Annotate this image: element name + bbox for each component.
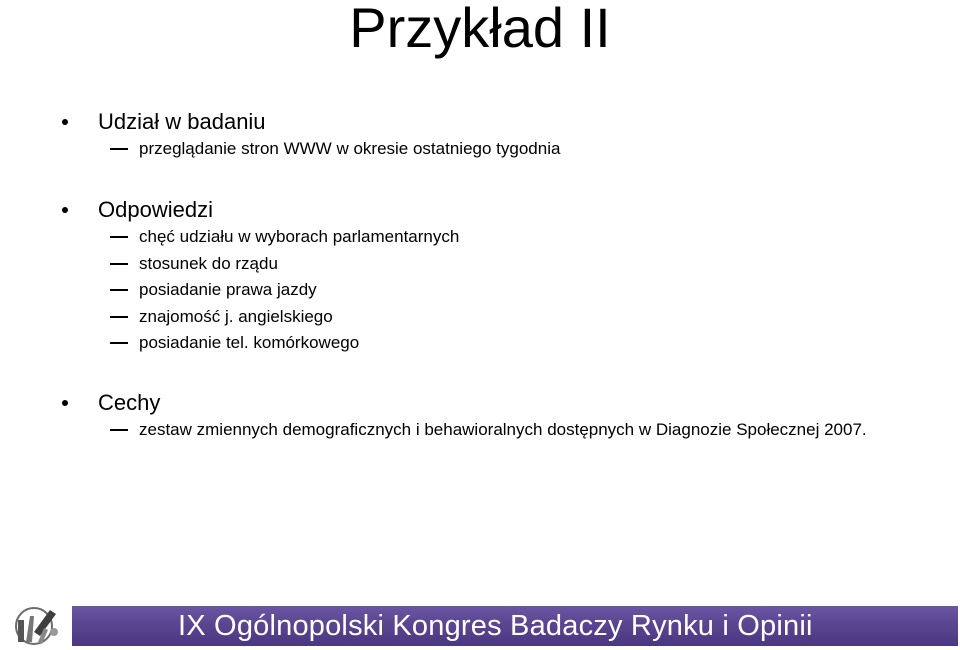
slide-title: Przykład II bbox=[349, 0, 611, 59]
section-answers bbox=[0, 196, 960, 357]
footer-logo bbox=[0, 600, 72, 650]
dash-icon bbox=[110, 342, 128, 344]
sub-item-text: stosunek do rządu bbox=[139, 253, 278, 273]
sub-item-text: posiadanie prawa jazdy bbox=[139, 280, 317, 299]
bullet-item bbox=[0, 108, 960, 136]
dash-icon bbox=[110, 148, 128, 150]
dash-icon bbox=[110, 263, 128, 265]
bullet-item bbox=[0, 196, 960, 224]
sub-list bbox=[0, 417, 960, 444]
bullet-heading: Cechy bbox=[98, 390, 161, 415]
sub-item-text: chęć udziału w wyborach parlamentarnych bbox=[139, 227, 460, 246]
sub-item-text: znajomość j. angielskiego bbox=[139, 306, 333, 326]
dash-icon bbox=[110, 236, 128, 238]
bullet-dot-icon bbox=[62, 400, 68, 406]
sub-item bbox=[0, 224, 960, 251]
sub-list bbox=[0, 136, 960, 163]
congress-logo-icon bbox=[4, 602, 68, 648]
sub-item bbox=[0, 304, 960, 331]
footer-banner bbox=[0, 600, 960, 650]
dash-icon bbox=[110, 289, 128, 291]
sub-list bbox=[0, 224, 960, 357]
bullet-item bbox=[0, 389, 960, 417]
sub-item-text: posiadanie tel. komórkowego bbox=[139, 333, 360, 352]
footer-banner-text: IX Ogólnopolski Kongres Badaczy Rynku i Opinii bbox=[178, 610, 813, 642]
sub-item bbox=[0, 136, 960, 163]
section-features bbox=[0, 389, 960, 444]
section-participation bbox=[0, 108, 960, 163]
sub-item bbox=[0, 417, 960, 444]
dash-icon bbox=[110, 429, 128, 431]
bullet-dot-icon bbox=[62, 207, 68, 213]
sub-item bbox=[0, 330, 960, 357]
sub-item bbox=[0, 251, 960, 278]
bullet-heading: Udział w badaniu bbox=[98, 109, 266, 134]
dash-icon bbox=[110, 316, 128, 318]
sub-item bbox=[0, 277, 960, 304]
sub-item-text: zestaw zmiennych demograficznych i behawioralnych dostępnych w Diagnozie Społecznej 2007. bbox=[139, 420, 867, 439]
bullet-heading: Odpowiedzi bbox=[98, 197, 213, 222]
sub-item-text: przeglądanie stron WWW w okresie ostatniego tygodnia bbox=[139, 139, 561, 158]
bullet-dot-icon bbox=[62, 119, 68, 125]
